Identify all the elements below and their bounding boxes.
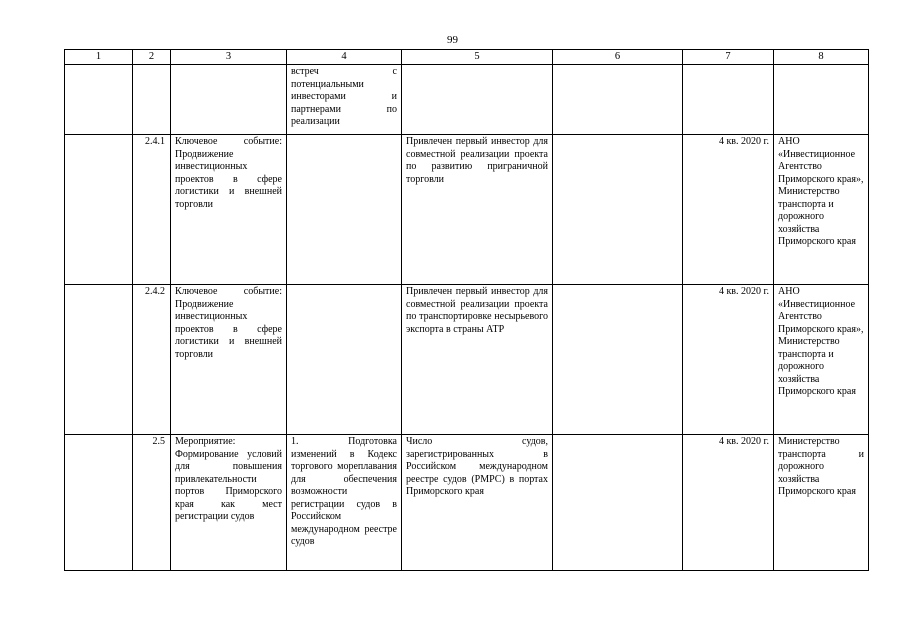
cell-col1 bbox=[65, 135, 133, 285]
cell-action: встреч с потенциальными инвесторами и партнерами по реализации bbox=[287, 65, 402, 135]
cell-result bbox=[402, 65, 553, 135]
column-header-5: 5 bbox=[402, 50, 553, 65]
table-row bbox=[65, 65, 869, 135]
column-header-2: 2 bbox=[133, 50, 171, 65]
column-header-8: 8 bbox=[774, 50, 869, 65]
cell-col1 bbox=[65, 65, 133, 135]
cell-col6 bbox=[553, 135, 683, 285]
column-header-1: 1 bbox=[65, 50, 133, 65]
plan-table bbox=[64, 49, 869, 571]
cell-number: 2.5 bbox=[133, 435, 171, 571]
cell-responsible bbox=[774, 65, 869, 135]
cell-deadline bbox=[683, 65, 774, 135]
cell-event: Ключевое событие: Продвижение инвестиционных проектов в сфере логистики и внешней торговли bbox=[171, 135, 287, 285]
table-row bbox=[65, 435, 869, 571]
cell-action: 1. Подготовка изменений в Кодекс торгового мореплавания для обеспечения возможности регистрации судов в Российском международном реестре судов bbox=[287, 435, 402, 571]
cell-event bbox=[171, 65, 287, 135]
column-header-6: 6 bbox=[553, 50, 683, 65]
column-header-3: 3 bbox=[171, 50, 287, 65]
cell-result: Привлечен первый инвестор для совместной реализации проекта по транспортировке несырьевого экспорта в страны АТР bbox=[402, 285, 553, 435]
cell-col6 bbox=[553, 285, 683, 435]
cell-col1 bbox=[65, 285, 133, 435]
table-row bbox=[65, 285, 869, 435]
page-number: 99 bbox=[447, 34, 458, 46]
cell-deadline: 4 кв. 2020 г. bbox=[683, 285, 774, 435]
cell-responsible: АНО «Инвестиционное Агентство Приморского края», Министерство транспорта и дорожного хозяйства Приморского края bbox=[774, 285, 869, 435]
cell-deadline: 4 кв. 2020 г. bbox=[683, 135, 774, 285]
column-header-4: 4 bbox=[287, 50, 402, 65]
cell-col6 bbox=[553, 65, 683, 135]
cell-action bbox=[287, 135, 402, 285]
cell-col1 bbox=[65, 435, 133, 571]
cell-action bbox=[287, 285, 402, 435]
cell-number: 2.4.2 bbox=[133, 285, 171, 435]
cell-event: Мероприятие: Формирование условий для повышения привлекательности портов Приморского края как мест регистрации судов bbox=[171, 435, 287, 571]
column-header-7: 7 bbox=[683, 50, 774, 65]
cell-number: 2.4.1 bbox=[133, 135, 171, 285]
cell-result: Число судов, зарегистрированных в Российском международном реестре судов (РМРС) в портах Приморского края bbox=[402, 435, 553, 571]
cell-event: Ключевое событие: Продвижение инвестиционных проектов в сфере логистики и внешней торговли bbox=[171, 285, 287, 435]
table-row bbox=[65, 135, 869, 285]
cell-responsible: Министерство транспорта и дорожного хозяйства Приморского края bbox=[774, 435, 869, 571]
cell-deadline: 4 кв. 2020 г. bbox=[683, 435, 774, 571]
cell-responsible: АНО «Инвестиционное Агентство Приморского края», Министерство транспорта и дорожного хозяйства Приморского края bbox=[774, 135, 869, 285]
cell-col6 bbox=[553, 435, 683, 571]
cell-result: Привлечен первый инвестор для совместной реализации проекта по развитию приграничной торговли bbox=[402, 135, 553, 285]
header-row bbox=[65, 50, 869, 65]
cell-number bbox=[133, 65, 171, 135]
